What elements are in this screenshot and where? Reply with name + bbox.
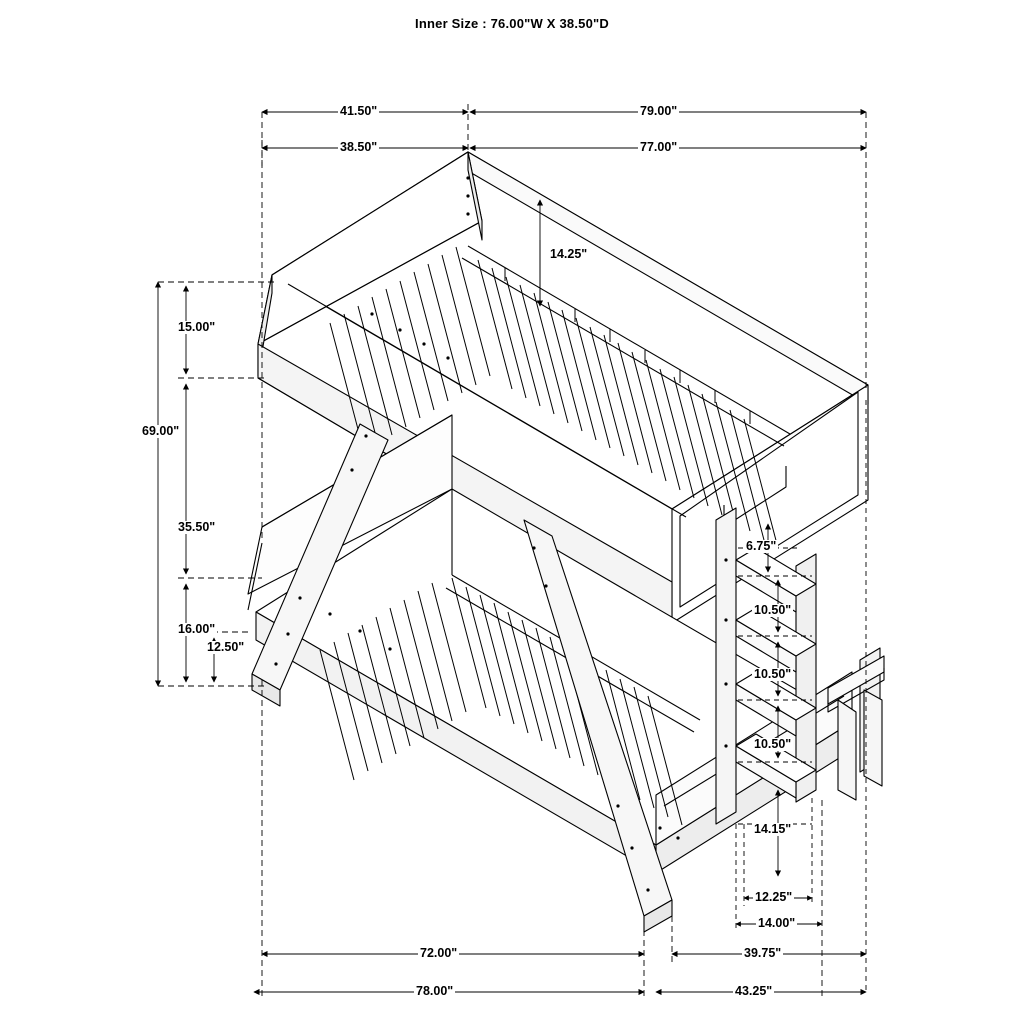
dim-lower-guard-height: 16.00" [178,622,216,636]
dim-ladder-bottom: 14.15" [754,822,792,836]
dim-ladder-inner-width: 12.25" [755,890,793,904]
dim-top-inner-left: 38.50" [340,140,378,154]
bunk-bed-illustration [248,152,884,932]
dim-ladder-step-2: 10.50" [754,667,792,681]
dim-bottom-right-inner: 39.75" [744,946,782,960]
dim-ladder-top-gap: 6.75" [746,539,777,553]
dim-bottom-right-outer: 43.25" [735,984,773,998]
dim-top-outer-right: 79.00" [640,104,678,118]
dim-top-outer-left: 41.50" [340,104,378,118]
dim-lower-deck-height: 12.50" [207,640,245,654]
dim-upper-rail-clearance: 14.25" [550,247,588,261]
dim-ladder-step-3: 10.50" [754,737,792,751]
dim-upper-guard-height: 15.00" [178,320,216,334]
page-title: Inner Size : 76.00"W X 38.50"D [415,16,609,31]
dim-total-height: 69.00" [142,424,180,438]
dim-lower-to-upper-deck: 35.50" [178,520,216,534]
dim-ladder-outer-width: 14.00" [758,916,796,930]
dim-bottom-left-inner: 72.00" [420,946,458,960]
dim-top-inner-right: 77.00" [640,140,678,154]
dim-ladder-step-1: 10.50" [754,603,792,617]
dim-bottom-left-outer: 78.00" [416,984,454,998]
